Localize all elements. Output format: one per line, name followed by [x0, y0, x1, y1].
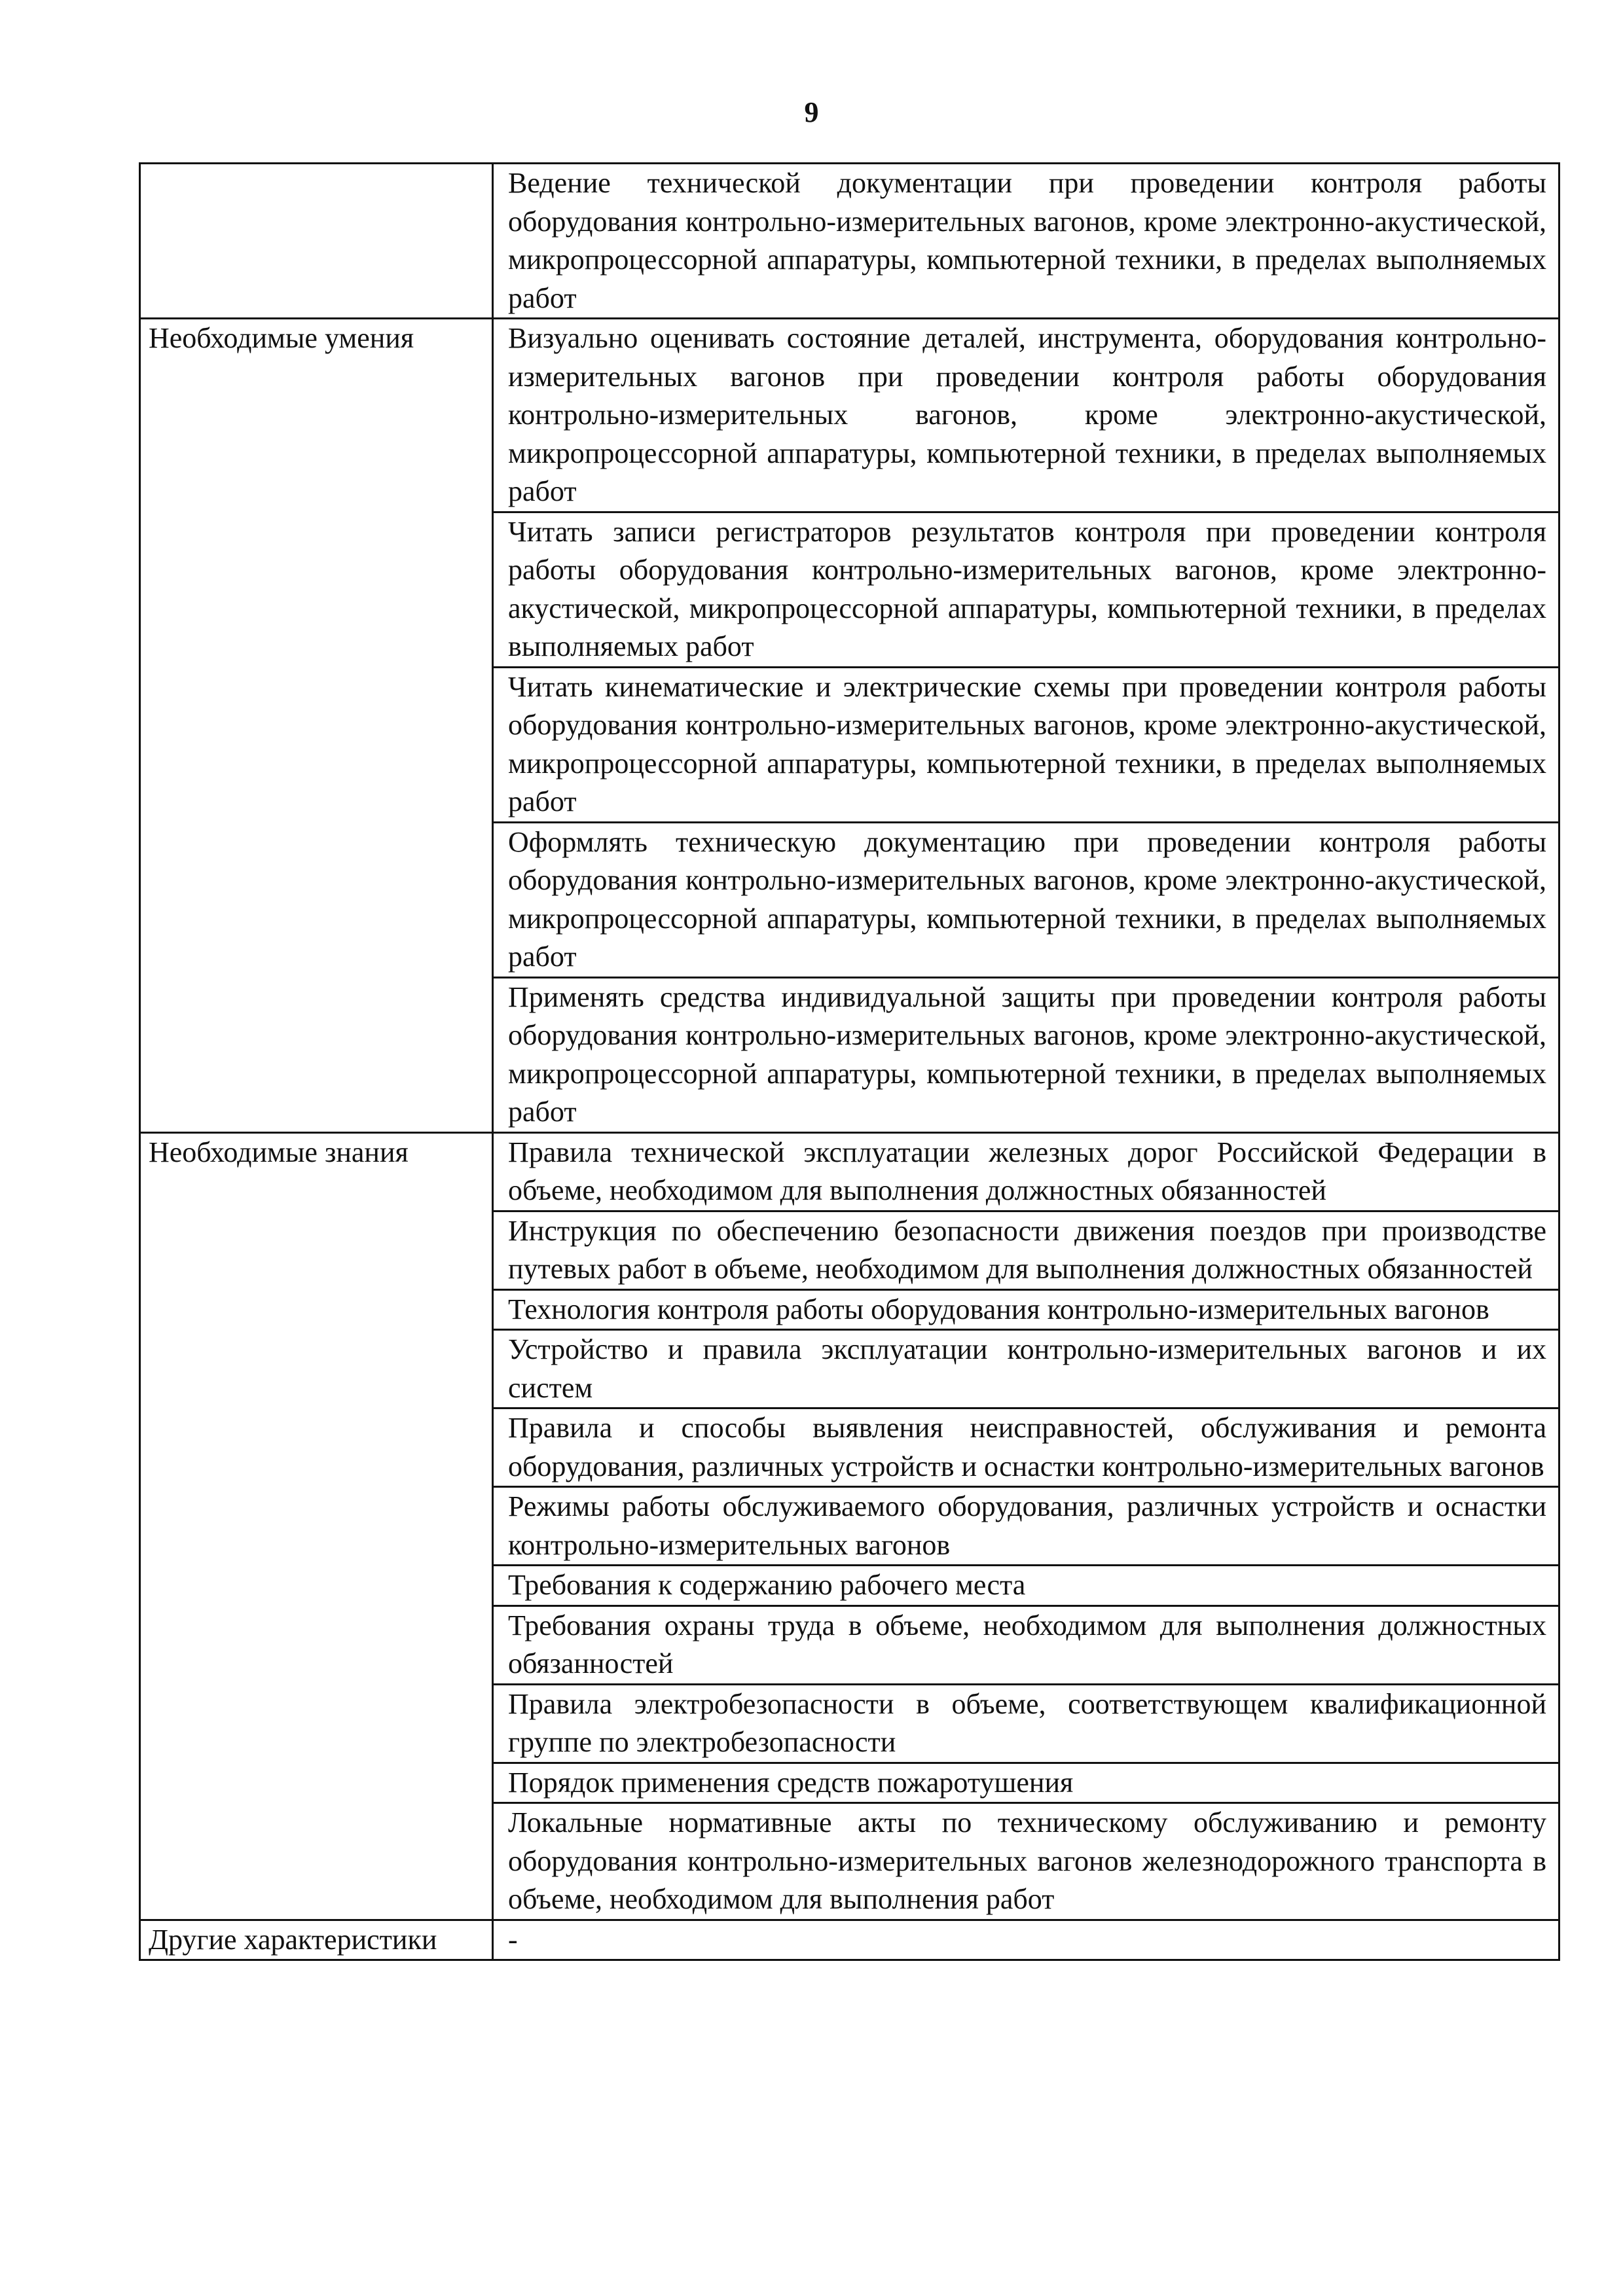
skill-cell: Читать кинематические и электрические схемы при проведении контроля работы оборудования контрольно-измерительных вагонов, кроме электронно-акустической, микропроцессорной аппаратуры, компьютерной техники, в пределах выполняемых работ — [493, 667, 1559, 822]
empty-label-cell — [140, 164, 493, 319]
requirement-cell: Ведение технической документации при проведении контроля работы оборудования контрольно-измерительных вагонов, кроме электронно-акустической, микропроцессорной аппаратуры, компьютерной техники, в пределах выполняемых работ — [493, 164, 1559, 319]
skill-cell: Визуально оценивать состояние деталей, инструмента, оборудования контрольно-измерительных вагонов при проведении контроля работы оборудования контрольно-измерительных вагонов, кроме электронно-акустической, микропроцессорной аппаратуры, компьютерной техники, в пределах выполняемых работ — [493, 319, 1559, 512]
knowledge-cell: Технология контроля работы оборудования контрольно-измерительных вагонов — [493, 1289, 1559, 1330]
knowledge-cell: Порядок применения средств пожаротушения — [493, 1763, 1559, 1803]
knowledge-cell: Инструкция по обеспечению безопасности движения поездов при производстве путевых работ в объеме, необходимом для выполнения должностных обязанностей — [493, 1211, 1559, 1289]
other-label: Другие характеристики — [140, 1920, 493, 1960]
knowledge-cell: Правила и способы выявления неисправностей, обслуживания и ремонта оборудования, различных устройств и оснастки контрольно-измерительных вагонов — [493, 1408, 1559, 1487]
skill-cell: Читать записи регистраторов результатов контроля при проведении контроля работы оборудования контрольно-измерительных вагонов, кроме электронно-акустической, микропроцессорной аппаратуры, компьютерной техники, в пределах выполняемых работ — [493, 512, 1559, 667]
skill-cell: Оформлять техническую документацию при проведении контроля работы оборудования контрольно-измерительных вагонов, кроме электронно-акустической, микропроцессорной аппаратуры, компьютерной техники, в пределах выполняемых работ — [493, 822, 1559, 977]
knowledge-cell: Требования охраны труда в объеме, необходимом для выполнения должностных обязанностей — [493, 1605, 1559, 1684]
knowledge-cell: Правила технической эксплуатации железных дорог Российской Федерации в объеме, необходимом для выполнения должностных обязанностей — [493, 1132, 1559, 1211]
table-row — [140, 1132, 1559, 1211]
knowledge-cell: Правила электробезопасности в объеме, соответствующем квалификационной группе по электробезопасности — [493, 1684, 1559, 1763]
skills-label: Необходимые умения — [140, 319, 493, 1133]
skill-cell: Применять средства индивидуальной защиты при проведении контроля работы оборудования контрольно-измерительных вагонов, кроме электронно-акустической, микропроцессорной аппаратуры, компьютерной техники, в пределах выполняемых работ — [493, 977, 1559, 1132]
knowledge-cell: Требования к содержанию рабочего места — [493, 1566, 1559, 1606]
knowledge-cell: Режимы работы обслуживаемого оборудования, различных устройств и оснастки контрольно-измерительных вагонов — [493, 1487, 1559, 1566]
competency-table — [139, 162, 1560, 1961]
table-row — [140, 319, 1559, 512]
knowledge-cell: Локальные нормативные акты по техническому обслуживанию и ремонту оборудования контрольно-измерительных вагонов железнодорожного транспорта в объеме, необходимом для выполнения работ — [493, 1803, 1559, 1920]
page-number: 9 — [804, 96, 819, 128]
knowledge-cell: Устройство и правила эксплуатации контрольно-измерительных вагонов и их систем — [493, 1330, 1559, 1408]
table-row — [140, 1920, 1559, 1960]
table-row — [140, 164, 1559, 319]
knowledge-label: Необходимые знания — [140, 1132, 493, 1920]
other-value: - — [493, 1920, 1559, 1960]
